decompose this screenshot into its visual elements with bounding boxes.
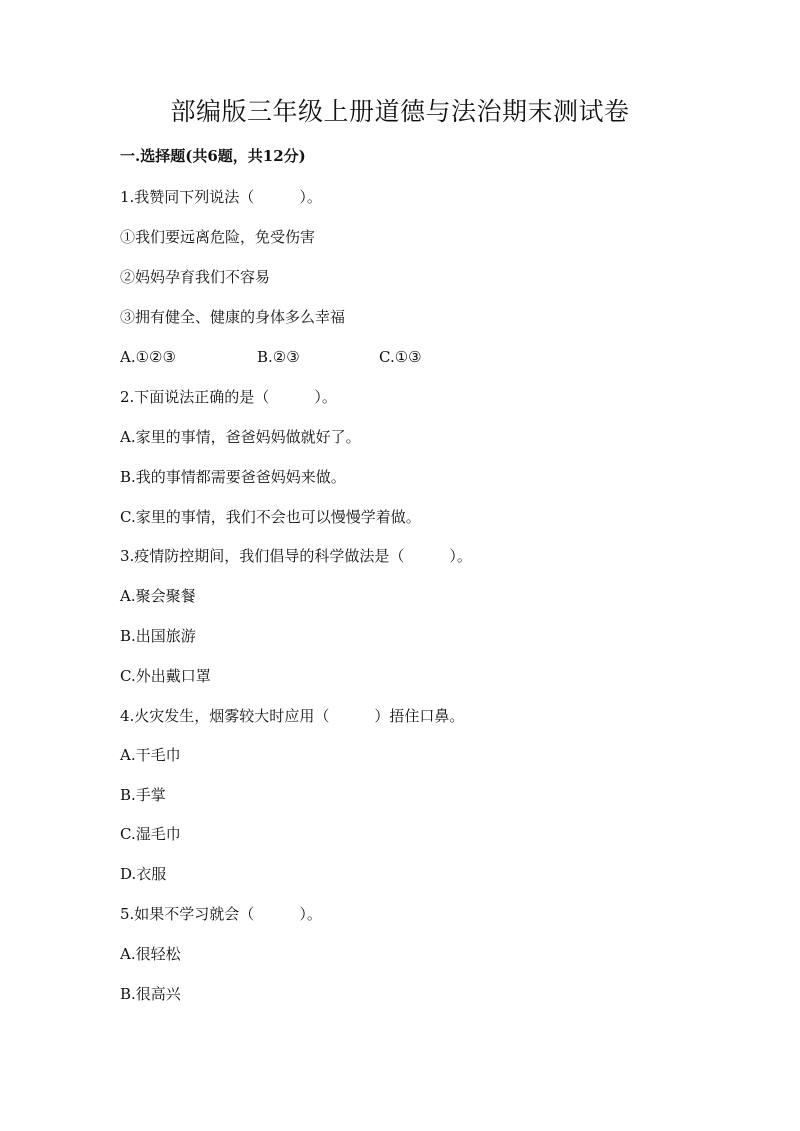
question-1-statement-3: ③拥有健全、健康的身体多么幸福 [120, 308, 346, 326]
question-3-stem: 3.疫情防控期间，我们倡导的科学做法是（ ）。 [120, 547, 472, 565]
question-1-option-a: A.①②③ [120, 348, 176, 366]
question-2-option-c: C.家里的事情，我们不会也可以慢慢学着做。 [120, 508, 421, 526]
question-1-statement-1: ①我们要远离危险，免受伤害 [120, 228, 316, 246]
question-1-statement-2: ②妈妈孕育我们不容易 [120, 268, 271, 286]
question-5-option-a: A.很轻松 [120, 945, 181, 963]
question-4-option-a: A.干毛巾 [120, 746, 181, 764]
question-3-option-c: C.外出戴口罩 [120, 667, 211, 685]
question-4-option-d: D.衣服 [120, 865, 167, 883]
question-4-option-b: B.手掌 [120, 786, 166, 804]
question-3-option-b: B.出国旅游 [120, 627, 196, 645]
question-1-stem: 1.我赞同下列说法（ ）。 [120, 188, 322, 206]
question-2-stem: 2.下面说法正确的是（ ）。 [120, 388, 337, 406]
exam-title: 部编版三年级上册道德与法治期末测试卷 [170, 97, 630, 126]
question-4-stem: 4.火灾发生，烟雾较大时应用（ ）捂住口鼻。 [120, 707, 465, 725]
question-3-option-a: A.聚会聚餐 [120, 587, 196, 605]
question-1-option-b: B.②③ [257, 348, 300, 366]
question-1-option-c: C.①③ [379, 348, 422, 366]
question-2-option-a: A.家里的事情，爸爸妈妈做就好了。 [120, 428, 361, 446]
question-5-stem: 5.如果不学习就会（ ）。 [120, 905, 322, 923]
question-4-option-c: C.湿毛巾 [120, 825, 181, 843]
question-5-option-b: B.很高兴 [120, 985, 181, 1003]
section-heading-choice: 一.选择题(共6题，共12分) [120, 147, 306, 165]
question-2-option-b: B.我的事情都需要爸爸妈妈来做。 [120, 468, 346, 486]
